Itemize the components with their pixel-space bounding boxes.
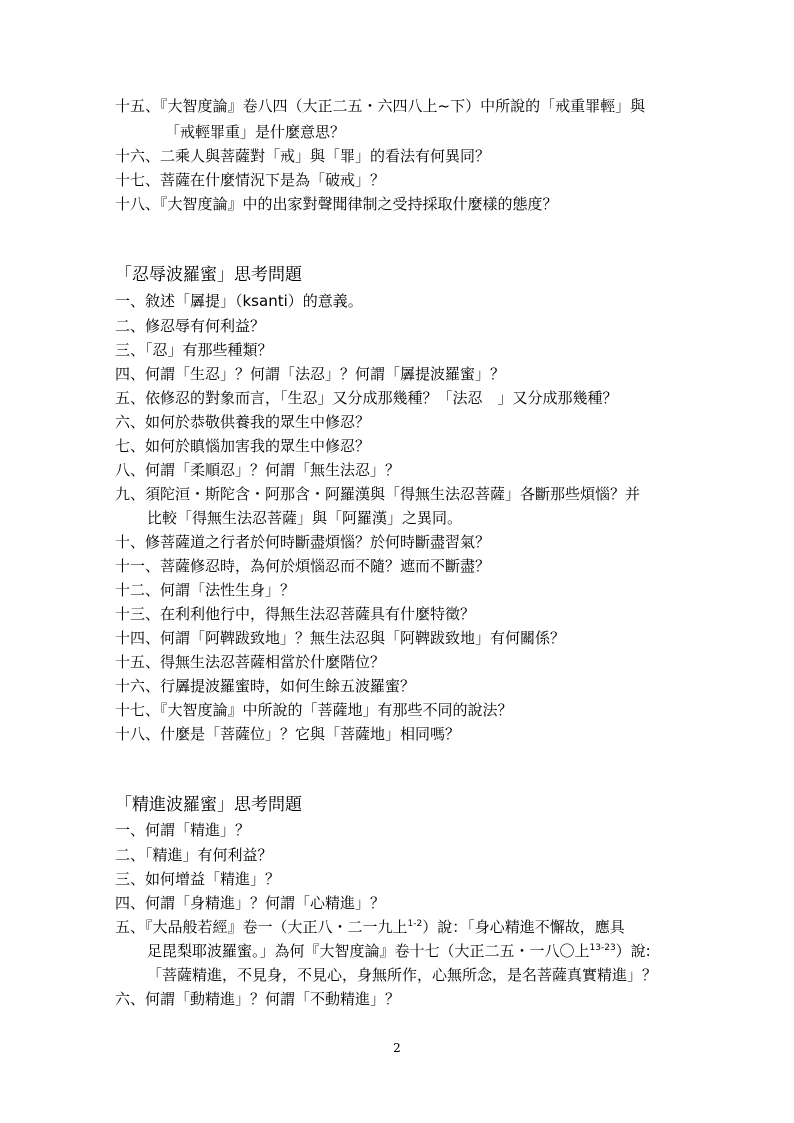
- section-heading: 「忍辱波羅蜜」思考問題: [115, 265, 302, 285]
- question-line: 七、如何於瞋惱加害我的眾生中修忍？: [115, 437, 371, 455]
- question-line: 八、何謂「柔順忍」？何謂「無生法忍」？: [115, 461, 401, 479]
- question-line: 十八、什麼是「菩薩位」？它與「菩薩地」相同嗎？: [115, 725, 461, 743]
- question-line: 六、何謂「動精進」？何謂「不動精進」？: [115, 990, 401, 1008]
- question-line: 三、「忍」有那些種類？: [115, 341, 273, 359]
- question-line: 十八、『大智度論』中的出家對聲聞律制之受持採取什麼樣的態度？: [115, 195, 558, 213]
- question-text: 五、『大品般若經』卷一（大正八・二一九上: [115, 918, 408, 936]
- question-line: 四、何謂「身精進」？何謂「心精進」？: [115, 894, 386, 912]
- question-line: 比較「得無生法忍菩薩」與「阿羅漢」之異同。: [147, 509, 463, 527]
- citation-superscript: 1-2: [407, 919, 423, 929]
- section-heading: 「精進波羅蜜」思考問題: [115, 795, 302, 815]
- question-line: 十六、二乘人與菩薩對「戒」與「罪」的看法有何異同？: [115, 147, 491, 165]
- citation-superscript: 13-23: [589, 943, 616, 953]
- question-line: [115, 917, 625, 937]
- question-line: 六、如何於恭敬供養我的眾生中修忍？: [115, 413, 371, 431]
- page-number: 2: [393, 1041, 401, 1055]
- question-line: 「戒輕罪重」是什麼意思？: [165, 123, 346, 141]
- question-line: 十一、菩薩修忍時，為何於煩惱忍而不隨？遮而不斷盡？: [115, 557, 491, 575]
- question-line: 四、何謂「生忍」？何謂「法忍」？何謂「羼提波羅蜜」？: [115, 365, 506, 383]
- question-line: 「菩薩精進，不見身，不見心，身無所作，心無所念，是名菩薩真實精進」？: [147, 966, 658, 984]
- question-text: 足毘梨耶波羅蜜。」為何『大智度論』卷十七（大正二五・一八〇上: [147, 942, 590, 960]
- question-line: 十七、『大智度論』中所說的「菩薩地」有那些不同的說法？: [115, 701, 513, 719]
- question-line: 十三、在利利他行中，得無生法忍菩薩具有什麼特徵？: [115, 605, 476, 623]
- question-line: 十六、行羼提波羅蜜時，如何生餘五波羅蜜？: [115, 677, 416, 695]
- question-line: 二、「精進」有何利益？: [115, 846, 273, 864]
- question-line: 一、何謂「精進」？: [115, 821, 251, 839]
- question-line: 九、須陀洹・斯陀含・阿那含・阿羅漢與「得無生法忍菩薩」各斷那些煩惱？并: [115, 485, 641, 503]
- question-line: 十四、何謂「阿鞞跋致地」？無生法忍與「阿鞞跋致地」有何關係？: [115, 629, 566, 647]
- question-line: 十二、何謂「法性生身」？: [115, 581, 296, 599]
- question-line: 十五、得無生法忍菩薩相當於什麼階位？: [115, 653, 386, 671]
- question-line: [147, 941, 651, 961]
- question-line: 十七、菩薩在什麼情況下是為「破戒」？: [115, 171, 386, 189]
- question-line: 十、修菩薩道之行者於何時斷盡煩惱？於何時斷盡習氣？: [115, 533, 491, 551]
- question-text: ）說:: [615, 942, 651, 960]
- question-line: 一、敘述「羼提」（ksanti）的意義。: [115, 292, 363, 310]
- question-text: ）說：「身心精進不懈故，應具: [422, 918, 625, 936]
- question-line: 十五、『大智度論』卷八四（大正二五・六四八上~下）中所說的「戒重罪輕」與: [115, 97, 646, 115]
- question-line: 三、如何增益「精進」？: [115, 870, 281, 888]
- question-line: 五、依修忍的對象而言，「生忍」又分成那幾種？「法忍 」又分成那幾種？: [115, 389, 618, 407]
- question-line: 二、修忍辱有何利益？: [115, 317, 266, 335]
